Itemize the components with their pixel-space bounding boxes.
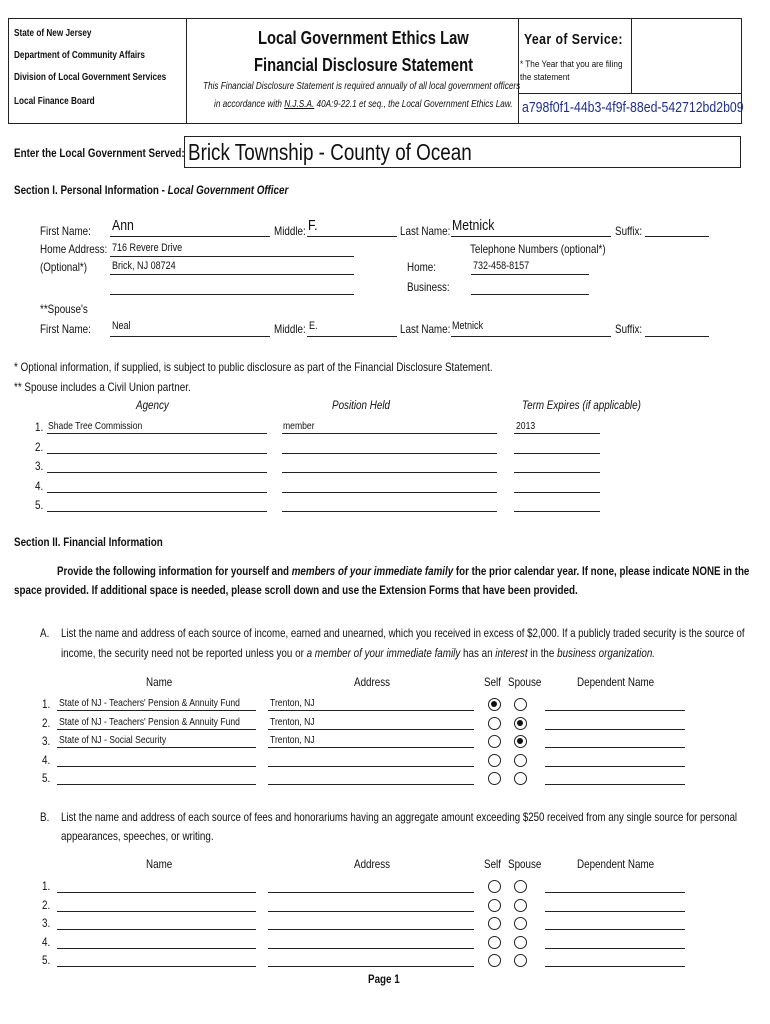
name-input-line[interactable] xyxy=(57,911,256,912)
self-radio[interactable] xyxy=(488,772,501,785)
row-number: 5. xyxy=(42,771,51,785)
first-name-input[interactable]: Ann xyxy=(112,217,134,234)
part-a-spouse-header: Spouse xyxy=(508,675,542,689)
row-number: 5. xyxy=(35,498,44,512)
name-input-line[interactable] xyxy=(57,710,256,711)
dependent-input-line[interactable] xyxy=(545,784,685,785)
spouse-radio[interactable] xyxy=(514,936,527,949)
agency-header: Agency xyxy=(136,398,169,412)
spouse-first-label: First Name: xyxy=(40,322,91,336)
row-number: 4. xyxy=(35,478,44,493)
last-name-label: Last Name: xyxy=(400,224,451,238)
self-radio[interactable] xyxy=(488,735,501,748)
spouse-label: **Spouse's xyxy=(40,302,88,316)
spouse-radio[interactable] xyxy=(514,717,527,730)
section1-title: Section I. Personal Information - Local Government Officer xyxy=(14,183,289,197)
part-b-text-2: appearances, speeches, or writing. xyxy=(61,829,214,843)
part-b-name-header: Name xyxy=(146,857,173,871)
dependent-input-line[interactable] xyxy=(545,892,685,893)
part-a-text-1: List the name and address of each source of income, earned and unearned, which you received in excess of $2,000. If a publicly traded security is the source of xyxy=(61,626,745,640)
spouse-radio[interactable] xyxy=(514,735,527,748)
middle-input[interactable]: F. xyxy=(308,217,318,234)
agency-line-1: State of New Jersey xyxy=(14,28,92,39)
part-a-name-header: Name xyxy=(146,675,173,689)
spouse-middle-label: Middle: xyxy=(274,322,306,336)
row-number: 2. xyxy=(42,715,51,730)
dependent-input-line[interactable] xyxy=(545,766,685,767)
part-a-self-header: Self xyxy=(484,675,501,689)
term-input-line[interactable] xyxy=(514,511,600,512)
home-phone-label: Home: xyxy=(407,260,436,274)
row-number: 3. xyxy=(42,734,51,748)
spouse-radio[interactable] xyxy=(514,917,527,930)
self-radio[interactable] xyxy=(488,899,501,912)
row-number: 2. xyxy=(42,897,51,912)
phone-header: Telephone Numbers (optional*) xyxy=(470,242,606,256)
home-address-label: Home Address: xyxy=(40,242,108,256)
suffix-input[interactable] xyxy=(645,236,709,237)
agency-line-3: Division of Local Government Services xyxy=(14,72,167,83)
name-input-line[interactable] xyxy=(57,729,256,730)
name-input-line[interactable] xyxy=(57,784,256,785)
agency-line-2: Department of Community Affairs xyxy=(14,50,145,61)
self-radio[interactable] xyxy=(488,936,501,949)
dependent-input-line[interactable] xyxy=(545,966,685,967)
section2-intro-line2: space provided. If additional space is needed, please scroll down and use the Extension Forms that have been provided. xyxy=(14,583,578,597)
row-number: 1. xyxy=(42,879,51,893)
address-line-2[interactable]: Brick, NJ 08724 xyxy=(112,260,176,272)
section2-intro-line1: Provide the following information for yourself and members of your immediate family for the prior calendar year. If none, please indicate NONE in the xyxy=(57,564,750,578)
name-input-line[interactable] xyxy=(57,948,256,949)
address-input-line[interactable] xyxy=(268,892,474,893)
spouse-radio[interactable] xyxy=(514,880,527,893)
position-input-line[interactable] xyxy=(282,433,497,434)
position-input-line[interactable] xyxy=(282,453,497,454)
business-phone-label: Business: xyxy=(407,280,450,294)
address-input-line[interactable] xyxy=(268,766,474,767)
form-title-1: Local Government Ethics Law xyxy=(258,28,469,48)
agency-input[interactable]: Shade Tree Commission xyxy=(48,420,143,432)
address-input-line[interactable] xyxy=(268,929,474,930)
agency-input-line[interactable] xyxy=(47,472,267,473)
position-header: Position Held xyxy=(332,398,390,412)
agency-input-line[interactable] xyxy=(47,453,267,454)
agency-line-4: Local Finance Board xyxy=(14,96,95,107)
name-input-line[interactable] xyxy=(57,966,256,967)
gov-served-input[interactable]: Brick Township - County of Ocean xyxy=(184,136,741,168)
position-input-line[interactable] xyxy=(282,511,497,512)
address-input-line[interactable] xyxy=(268,710,474,711)
form-subtitle-2: in accordance with N.J.S.A. 40A:9-22.1 et seq., the Local Government Ethics Law. xyxy=(214,99,513,110)
self-radio[interactable] xyxy=(488,717,501,730)
term-input-line[interactable] xyxy=(514,492,600,493)
name-input-line[interactable] xyxy=(57,747,256,748)
optional-label: (Optional*) xyxy=(40,260,88,274)
part-b-text-1: List the name and address of each source of fees and honorariums having an aggregate amount exceeding $250 received from any single source for personal xyxy=(61,810,738,824)
part-b-letter: B. xyxy=(40,810,50,824)
gov-served-label: Enter the Local Government Served: xyxy=(14,146,185,160)
position-input-line[interactable] xyxy=(282,492,497,493)
address-input-line[interactable] xyxy=(268,747,474,748)
self-radio[interactable] xyxy=(488,954,501,967)
term-input-line[interactable] xyxy=(514,433,600,434)
spouse-suffix-label: Suffix: xyxy=(615,322,643,336)
row-number: 5. xyxy=(42,953,51,967)
row-number: 4. xyxy=(42,934,51,949)
address-input[interactable]: Trenton, NJ xyxy=(270,697,315,709)
part-a-dependent-header: Dependent Name xyxy=(577,675,655,689)
part-a-letter: A. xyxy=(40,626,50,640)
address-input[interactable]: Trenton, NJ xyxy=(270,734,315,746)
spouse-radio[interactable] xyxy=(514,698,527,711)
row-number: 4. xyxy=(42,752,51,767)
row-number: 3. xyxy=(35,459,44,473)
spouse-radio[interactable] xyxy=(514,954,527,967)
part-a-address-header: Address xyxy=(354,675,391,689)
agency-input-line[interactable] xyxy=(47,511,267,512)
middle-label: Middle: xyxy=(274,224,306,238)
name-input[interactable]: State of NJ - Teachers' Pension & Annuity Fund xyxy=(59,697,240,709)
part-b-dependent-header: Dependent Name xyxy=(577,857,655,871)
name-input-line[interactable] xyxy=(57,766,256,767)
self-radio[interactable] xyxy=(488,880,501,893)
spouse-last-input[interactable]: Metnick xyxy=(452,320,484,332)
position-input-line[interactable] xyxy=(282,472,497,473)
year-of-service-input[interactable] xyxy=(634,22,738,88)
last-name-input[interactable]: Metnick xyxy=(452,217,495,234)
address-input[interactable]: Trenton, NJ xyxy=(270,715,315,728)
page-number: Page 1 xyxy=(368,972,400,986)
suffix-label: Suffix: xyxy=(615,224,643,238)
name-input[interactable]: State of NJ - Social Security xyxy=(59,734,167,746)
address-input-line[interactable] xyxy=(268,966,474,967)
part-b-self-header: Self xyxy=(484,857,501,871)
spouse-note: ** Spouse includes a Civil Union partner. xyxy=(14,380,191,394)
row-number: 1. xyxy=(42,697,51,711)
section2-title: Section II. Financial Information xyxy=(14,535,163,549)
year-note: * The Year that you are filing the statement xyxy=(520,59,623,83)
home-phone-input[interactable]: 732-458-8157 xyxy=(473,260,530,272)
dependent-input-line[interactable] xyxy=(545,729,685,730)
name-input-line[interactable] xyxy=(57,929,256,930)
term-input[interactable]: 2013 xyxy=(516,420,536,432)
address-line-1[interactable]: 716 Revere Drive xyxy=(112,242,183,254)
agency-input-line[interactable] xyxy=(47,433,267,434)
term-input-line[interactable] xyxy=(514,453,600,454)
spouse-radio[interactable] xyxy=(514,772,527,785)
spouse-radio[interactable] xyxy=(514,754,527,767)
name-input[interactable]: State of NJ - Teachers' Pension & Annuity Fund xyxy=(59,715,240,728)
part-a-text-2: income, the security need not be reported unless you or a member of your immediate family has an interest in the business organization. xyxy=(61,646,656,660)
name-input-line[interactable] xyxy=(57,892,256,893)
dependent-input-line[interactable] xyxy=(545,710,685,711)
row-number: 1. xyxy=(35,420,44,434)
dependent-input-line[interactable] xyxy=(545,929,685,930)
dependent-input-line[interactable] xyxy=(545,911,685,912)
address-input-line[interactable] xyxy=(268,784,474,785)
part-b-spouse-header: Spouse xyxy=(508,857,542,871)
self-radio[interactable] xyxy=(488,698,501,711)
dependent-input-line[interactable] xyxy=(545,948,685,949)
row-number: 2. xyxy=(35,439,44,454)
term-input-line[interactable] xyxy=(514,472,600,473)
spouse-first-input[interactable]: Neal xyxy=(112,320,131,332)
agency-input-line[interactable] xyxy=(47,492,267,493)
address-input-line[interactable] xyxy=(268,729,474,730)
part-b-address-header: Address xyxy=(354,857,391,871)
self-radio[interactable] xyxy=(488,754,501,767)
term-header: Term Expires (if applicable) xyxy=(522,398,641,412)
position-input[interactable]: member xyxy=(283,420,315,432)
dependent-input-line[interactable] xyxy=(545,747,685,748)
address-input-line[interactable] xyxy=(268,911,474,912)
business-phone-input[interactable] xyxy=(471,294,589,295)
address-line-3[interactable] xyxy=(110,294,354,295)
optional-note: * Optional information, if supplied, is subject to public disclosure as part of the Financial Disclosure Statement. xyxy=(14,360,493,374)
spouse-middle-input[interactable]: E. xyxy=(309,320,318,332)
year-of-service-label: Year of Service: xyxy=(524,31,623,48)
spouse-last-label: Last Name: xyxy=(400,322,451,336)
document-id: a798f0f1-44b3-4f9f-88ed-542712bd2b09 xyxy=(522,99,744,116)
address-input-line[interactable] xyxy=(268,948,474,949)
form-title-2: Financial Disclosure Statement xyxy=(254,55,474,75)
first-name-label: First Name: xyxy=(40,224,91,238)
spouse-radio[interactable] xyxy=(514,899,527,912)
spouse-suffix-input[interactable] xyxy=(645,336,709,337)
row-number: 3. xyxy=(42,916,51,930)
form-subtitle-1: This Financial Disclosure Statement is required annually of all local government officers xyxy=(203,81,521,92)
self-radio[interactable] xyxy=(488,917,501,930)
